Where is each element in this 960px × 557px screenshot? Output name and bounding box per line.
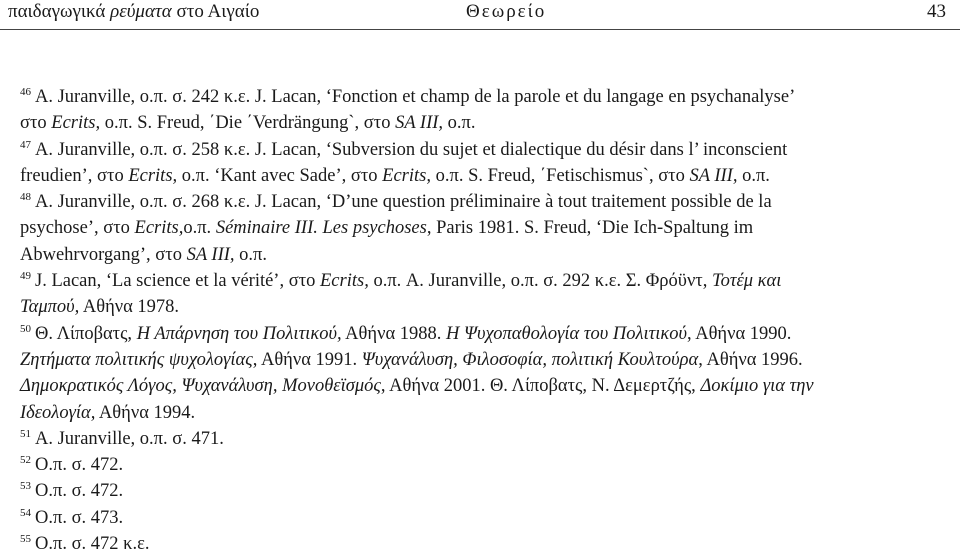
footnote-number: 46 [20,86,31,98]
header-left-suffix: στο Αιγαίο [171,1,260,22]
italic-title-text: Δημοκρατικός Λόγος, Ψυχανάλυση, Μονοθεϊσμός [20,376,381,397]
footnote-text: ο.π. [234,244,267,265]
footnote-text: A. Juranville, ο.π. σ. 242 κ.ε. J. Lacan, ‘Fonction et champ de la parole et du langage en psychanalyse’ [35,87,796,107]
footnote-line [20,268,940,294]
footnote-text: Αθήνα 1988. [341,323,447,344]
footnote-line [20,294,940,320]
italic-title-text: Τοτέμ και [712,271,782,292]
footnote-text: , Paris 1981. S. Freud, ‘Die Ich-Spaltung im [426,218,754,239]
journal-title: Θεωρείο [466,1,547,22]
footnote-text: στο [20,113,52,134]
footnote-line [20,189,940,215]
footnote-text: Θ. Λίποβατς, [35,323,137,344]
italic-title-text: Δοκίμιο για την [700,376,814,397]
italic-title-text: Ecrits, [382,165,431,186]
footnote-text: ο.π. [183,218,216,239]
footnote-text: freudien’, στο [20,165,129,186]
footnote-line [20,242,940,268]
footnote-text: , Αθήνα 1991. [252,349,362,370]
italic-title-text: Ταμπού, [20,297,80,318]
footnote-text: ο.π. [443,113,476,134]
italic-title-text: Ζητήματα πολιτικής ψυχολογίας [20,349,253,370]
footnote-line [20,478,940,504]
footnote-line [20,531,940,557]
footnote-text: Ο.π. σ. 472. [35,481,124,502]
header-left-prefix: παιδαγωγικά [8,1,111,22]
italic-title-text: SA III, [395,113,444,134]
page-number: 43 [927,1,946,22]
footnote-number: 55 [20,533,31,546]
italic-title-text: SA III, [689,165,738,186]
footnote-number: 53 [20,480,31,493]
footnote-line [20,137,940,163]
footnote-number: 47 [20,138,31,151]
italic-title-text: Ecrits, [51,113,101,134]
italic-title-text: Ecrits, [128,165,178,186]
header-left-italic: ρεύματα [110,1,172,22]
footnote-number: 48 [20,191,31,204]
italic-title-text: Η Απάρνηση του Πολιτικού, [136,323,342,344]
footnote-text: Αθήνα 1978. [79,297,180,318]
footnote-line [20,84,940,110]
footnote-number: 51 [20,427,31,440]
footnote-text: , Αθήνα 1996. [698,349,803,370]
italic-title-text: Ecrits, [320,271,369,292]
footnote-text: ο.π. ‘Kant avec Sade’, στο [177,165,383,186]
italic-title-text: Ecrits, [134,218,184,239]
footnote-text: Abwehrvorgang’, στο [20,244,187,265]
footnote-text: ο.π. S. Freud, ΄Fetischismus`, στο [430,165,690,186]
footnote-line [20,400,940,426]
footnote-text: , Αθήνα 1990. [686,323,792,344]
footnote-line [20,321,940,347]
footnote-number: 52 [20,454,31,467]
footnote-text: Αθήνα 1994. [95,402,196,423]
footnote-text: Ο.π. σ. 473. [35,507,124,528]
footnote-line [20,110,940,136]
footnote-text: J. Lacan, ‘La science et la vérité’, στο [35,271,320,292]
footnote-text: ο.π. [737,165,770,186]
italic-title-text: Séminaire III. Les psychoses [215,218,427,239]
footnote-line [20,373,940,399]
footnote-text: , Αθήνα 2001. Θ. Λίποβατς, Ν. Δεμερτζής, [380,376,701,397]
footnote-text: A. Juranville, ο.π. σ. 268 κ.ε. J. Lacan, ‘D’une question préliminaire à tout traitement possible de la [35,192,772,213]
footnote-text: Ο.π. σ. 472. [35,455,124,476]
footnote-text: Ο.π. σ. 472 κ.ε. [35,534,150,555]
footnote-line [20,347,940,373]
footnote-text: psychose’, στο [20,218,135,239]
footnote-number: 49 [20,270,31,283]
footnote-text: ο.π. S. Freud, ΄Die ΄Verdrängung`, στο [100,113,396,134]
footnotes-list [20,84,940,557]
italic-title-text: Ψυχανάλυση, Φιλοσοφία, πολιτική Κουλτούρα [361,349,699,370]
footnote-text: A. Juranville, ο.π. σ. 258 κ.ε. J. Lacan, ‘Subversion du sujet et dialectique du désir dans l’ inconscient [35,139,788,160]
italic-title-text: SA III, [186,244,235,265]
footnote-number: 50 [20,322,31,335]
footnote-line [20,452,940,478]
italic-title-text: Η Ψυχοπαθολογία του Πολιτικού [446,323,687,344]
footnote-line [20,505,940,531]
footnote-number: 54 [20,506,31,519]
footnote-line [20,426,940,452]
italic-title-text: Ιδεολογία, [20,402,96,423]
header-left-title [8,0,259,24]
footnote-text: ο.π. A. Juranville, ο.π. σ. 292 κ.ε. Σ. Φρόϋντ, [368,271,712,292]
footnote-line [20,163,940,189]
footnote-text: A. Juranville, ο.π. σ. 471. [35,428,224,449]
running-header [0,0,960,30]
footnote-line [20,215,940,241]
